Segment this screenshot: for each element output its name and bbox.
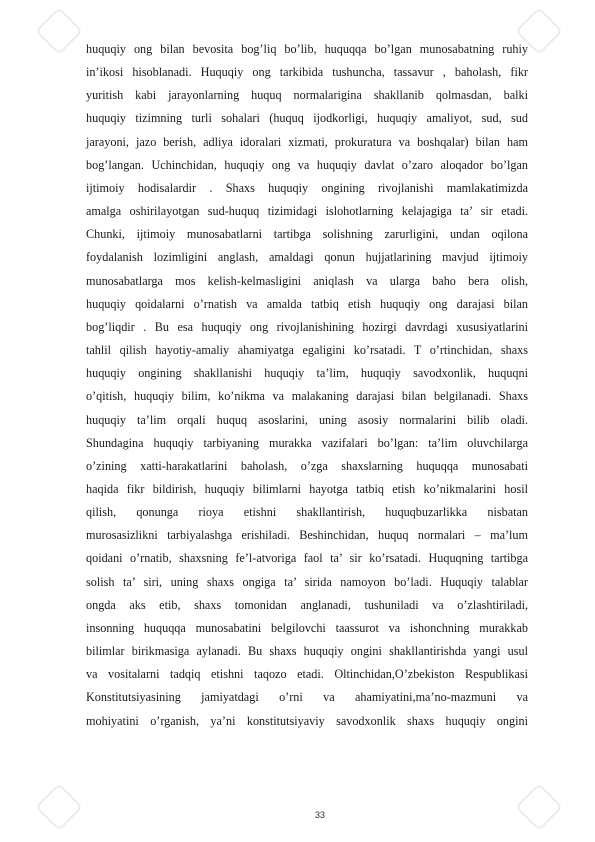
text-line: in’ikosi hisoblanadi. Huquqiy ong tarkibida tushuncha, tassavur , baholash, fikr	[86, 65, 528, 80]
text-line: va vositalarni tadqiq etishni taqozo etadi. Oltinchidan,O’zbekiston Respublikasi	[86, 667, 528, 682]
text-line: o’qitish, huquqiy bilim, ko’nikma va malakaning darajasi bilan belgilanadi. Shaxs	[86, 389, 528, 404]
text-line: ongda aks etib, shaxs tomonidan anglanadi, tushuniladi va o’zlashtiriladi,	[86, 597, 528, 612]
text-line: haqida fikr bildirish, huquqiy bilimlarni hayotga tatbiq etish ko’nikmalarini hosil	[86, 481, 528, 496]
watermark-mark	[515, 783, 563, 831]
text-line: insonning huquqqa munosabatini belgilovchi taassurot va ishonchning murakkab	[86, 620, 528, 635]
text-line: Shundagina huquqiy tarbiyaning murakka vazifalari bo’lgan: ta’lim oluvchilarga	[86, 435, 528, 450]
text-line: tahlil qilish hayotiy-amaliy ahamiyatga egaligini ko’rsatadi. T o’rtinchidan, shaxs	[86, 343, 528, 358]
text-line: Chunki, ijtimoiy munosabatlarni tartibga solishning zarurligini, undan oqilona	[86, 227, 528, 242]
text-line: bog’langan. Uchinchidan, huquqiy ong va huquqiy davlat o’zaro aloqador bo’lgan	[86, 157, 528, 172]
text-line: jarayoni, jazo berish, adliya idoralari xizmati, prokuratura va boshqalar) bilan ham	[86, 134, 528, 149]
text-line: bilimlar birikmasiga aylanadi. Bu shaxs huquqiy ongini shakllantirishda yangi usul	[86, 644, 528, 659]
text-line: qilish, qonunga rioya etishni shakllantirish, huquqbuzarlikka nisbatan	[86, 505, 528, 520]
text-line: munosabatlarga mos kelish-kelmasligini aniqlash va ularga baho bera olish,	[86, 273, 528, 288]
watermark-mark	[35, 783, 83, 831]
text-line: solish ta’ siri, uning shaxs ongiga ta’ sirida namoyon bo’ladi. Huquqiy talablar	[86, 574, 528, 589]
text-line: o’zining xatti-harakatlarini baholash, o’zga shaxslarning huquqqa munosabati	[86, 458, 528, 473]
text-line: bog’liqdir . Bu esa huquqiy ong rivojlanishining hozirgi davrdagi xususiyatlarini	[86, 319, 528, 334]
text-line: murosasizlikni tarbiyalashga erishiladi. Beshinchidan, huquq normalari – ma’lum	[86, 528, 528, 543]
text-line: amalga oshirilayotgan sud-huquq tizimidagi islohotlarning kelajagiga ta’ sir etadi.	[86, 204, 528, 219]
text-line: qoidani o’rnatib, shaxsning fe’l-atvoriga faol ta’ sir ko’rsatadi. Huquqning tartibga	[86, 551, 528, 566]
body-text	[86, 38, 528, 733]
text-line: mohiyatini o’rganish, ya’ni konstitutsiyaviy savodxonlik shaxs huquqiy ongini	[86, 713, 528, 728]
text-line: yuritish kabi jarayonlarning huquq normalarigina shakllanib qolmasdan, balki	[86, 88, 528, 103]
text-line: ijtimoiy hodisalardir . Shaxs huquqiy ongining rivojlanishi mamlakatimizda	[86, 180, 528, 195]
text-line: huquqiy ong bilan bevosita bog’liq bo’lib, huquqqa bo’lgan munosabatning ruhiy	[86, 42, 528, 56]
text-line: huquqiy qoidalarni o’rnatish va amalda tatbiq etish huquqiy ong darajasi bilan	[86, 296, 528, 311]
text-line: huquqiy tizimning turli sohalari (huquq ijodkorligi, huquqiy amaliyot, sud, sud	[86, 111, 528, 126]
watermark-mark	[35, 7, 83, 55]
text-line: foydalanish lozimligini anglash, amaldagi qonun hujjatlarining mavjud ijtimoiy	[86, 250, 528, 265]
text-line: huquqiy ta’lim orqali huquq asoslarini, uning asosiy normalarini bilib oladi.	[86, 412, 528, 427]
text-line: huquqiy ongining shakllanishi huquqiy ta’lim, huquqiy savodxonlik, huquqni	[86, 366, 528, 381]
page-number: 33	[314, 810, 325, 820]
text-line: Konstitutsiyasining jamiyatdagi o’rni va ahamiyatini,ma’no-mazmuni va	[86, 690, 528, 705]
